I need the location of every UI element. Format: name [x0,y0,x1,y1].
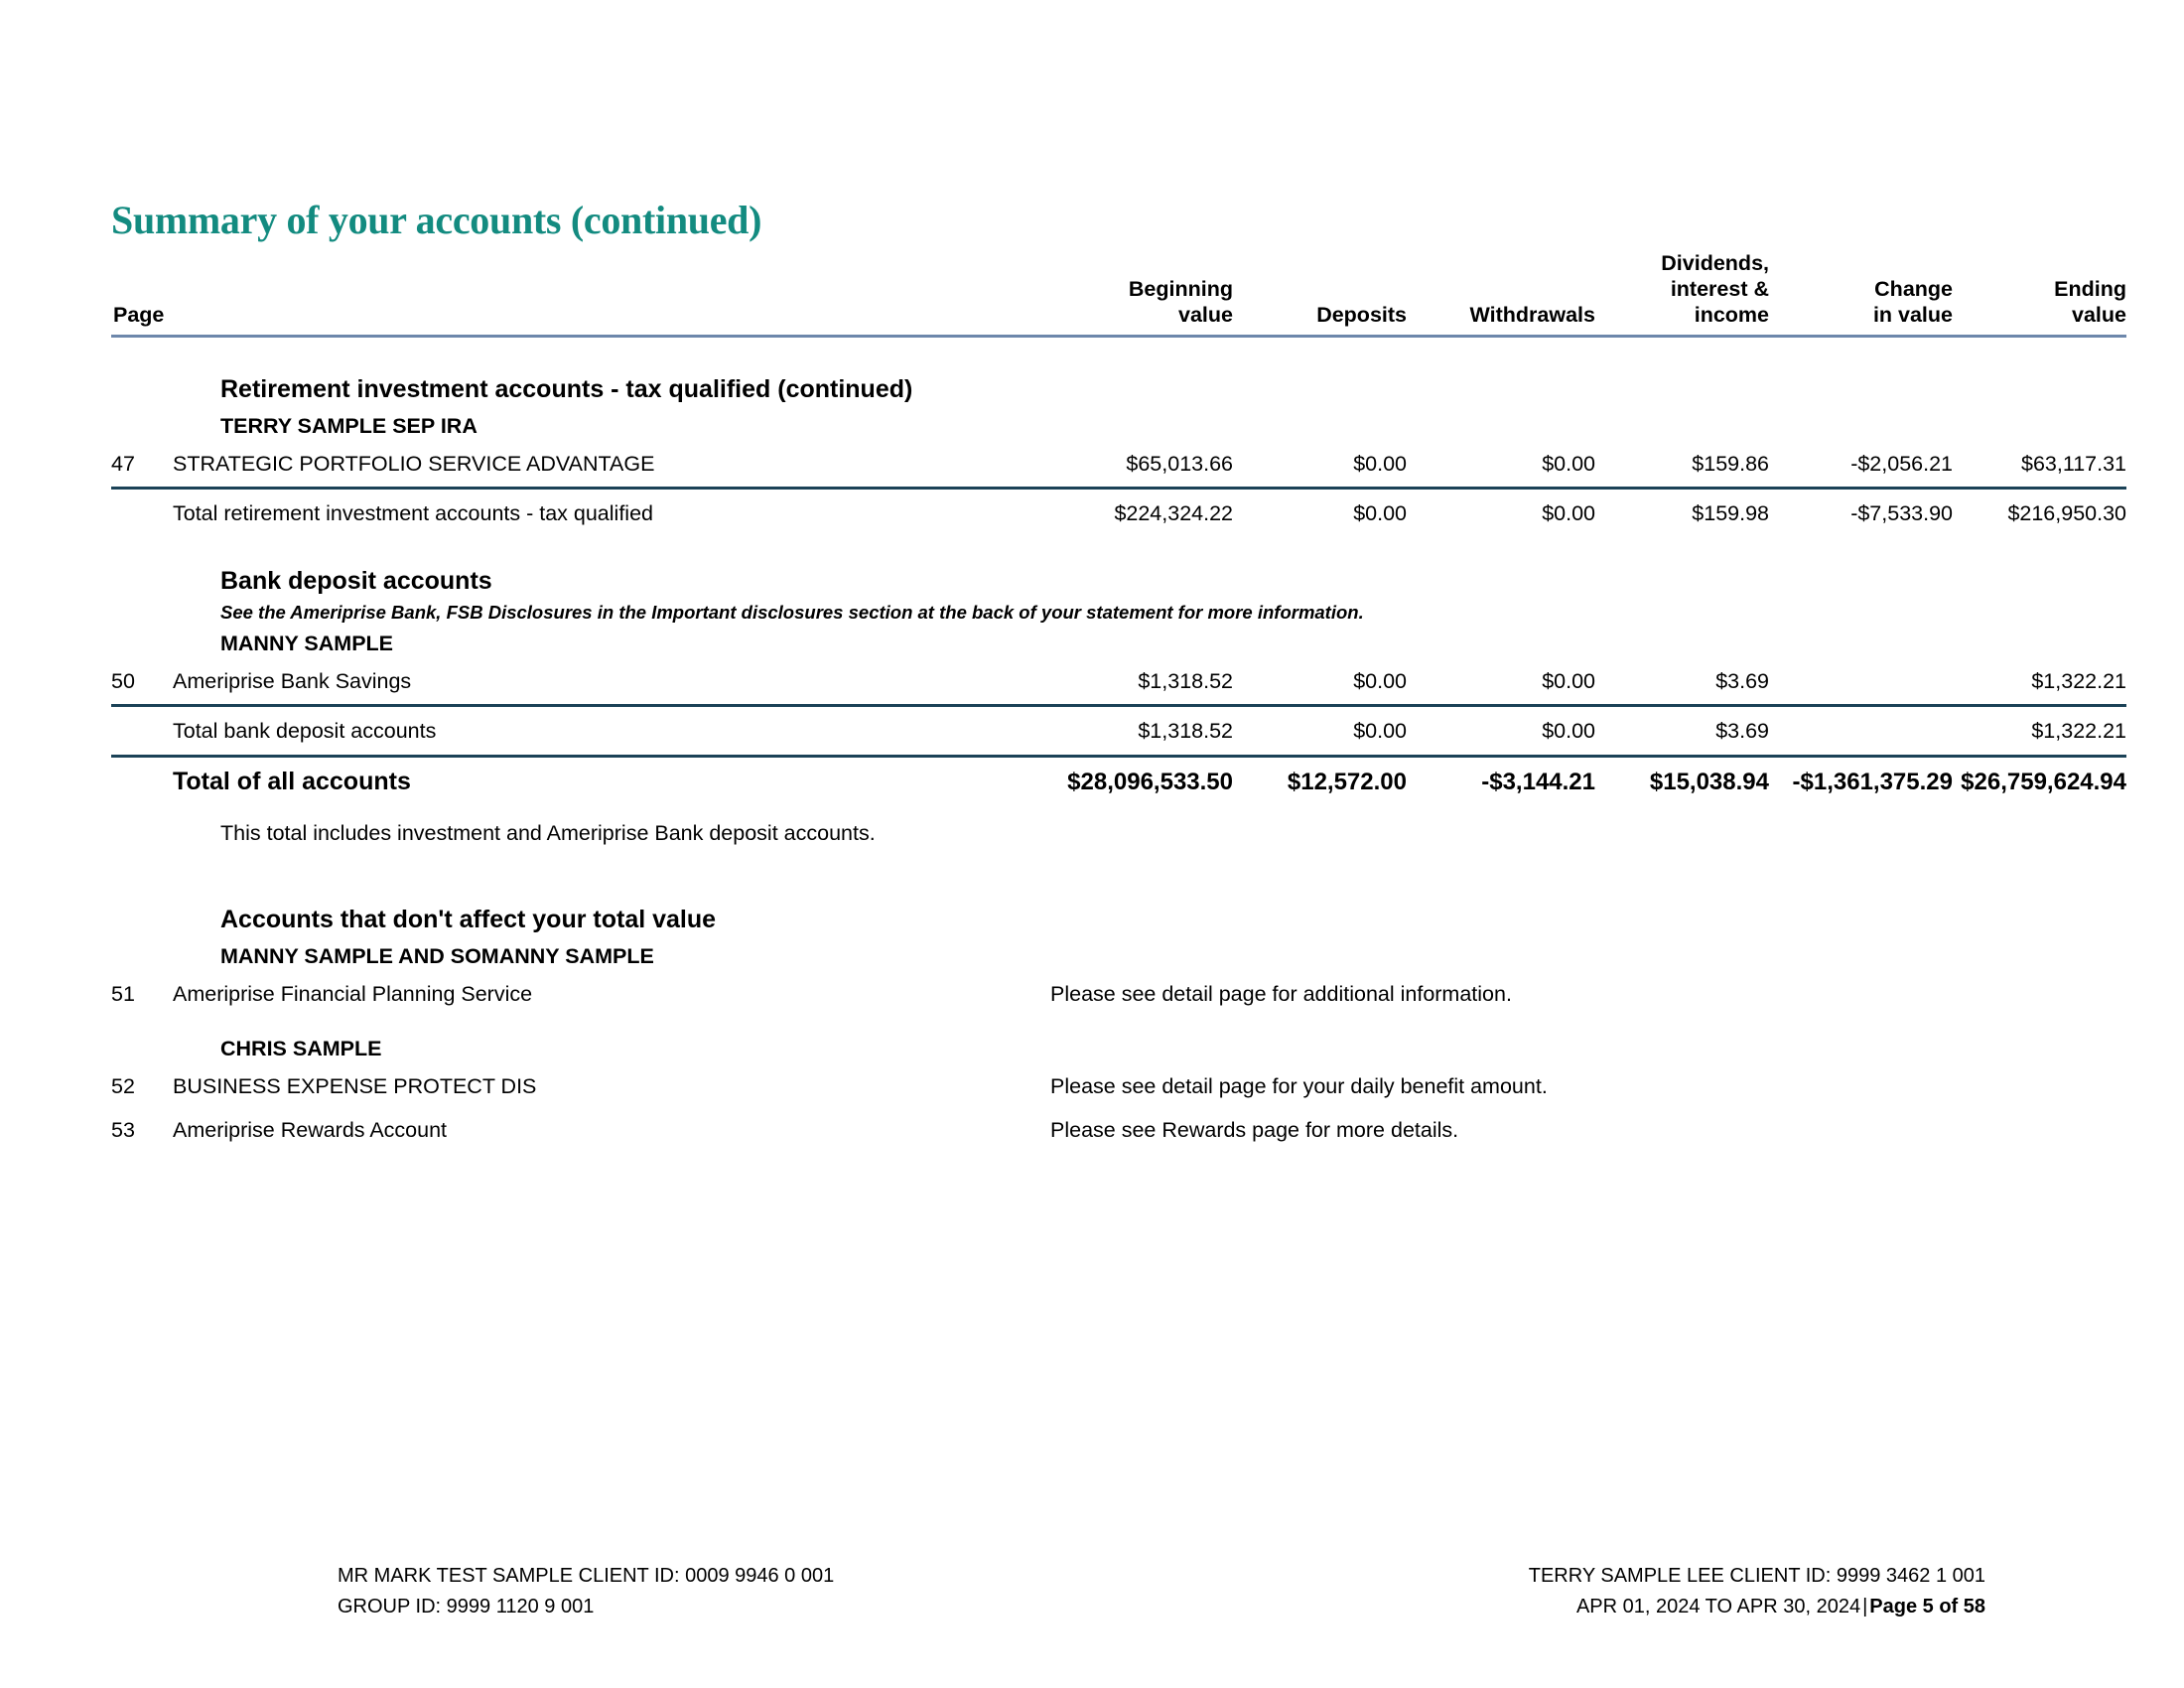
spacer [111,807,2126,821]
row-withdrawals: $0.00 [1542,452,1595,477]
owner-heading-chris-sample: CHRIS SAMPLE [220,1036,382,1060]
footer-divider: | [1862,1596,1868,1618]
table-row [111,660,2126,706]
total-change-in-value: -$7,533.90 [1769,488,1953,537]
row-detail-message: Please see detail page for additional information. [1050,982,1512,1007]
row-detail-message: Please see Rewards page for more details. [1050,1118,1459,1143]
col-header-ending-line1: Ending [2054,277,2126,302]
grand-total-change-in-value: -$1,361,375.29 [1769,756,1953,807]
footer-client-name-id: MR MARK TEST SAMPLE CLIENT ID: 0009 9946 0 001 [338,1565,835,1587]
footer-advisor-client-id: TERRY SAMPLE LEE CLIENT ID: 9999 3462 1 001 [1528,1565,1985,1587]
grand-total-dividends-interest-income: $15,038.94 [1595,756,1769,807]
grand-total-ending-value: $26,759,624.94 [1953,756,2126,807]
col-header-ending-value [1953,250,2126,336]
row-change-in-value [1769,660,1953,706]
section-heading-bank-deposit: Bank deposit accounts [220,566,492,595]
col-header-beginning-value-line2: value [1178,303,1233,328]
footer-group-id: GROUP ID: 9999 1120 9 001 [338,1596,595,1618]
row-beginning-value: $1,318.52 [1138,669,1233,694]
footer-statement-info [1529,1561,1985,1622]
footer-page-number: Page 5 of 58 [1869,1596,1985,1618]
col-header-page: Page [111,250,173,336]
section-total-row [111,488,2126,537]
footer-statement-period: APR 01, 2024 TO APR 30, 2024 [1575,1596,1861,1618]
total-change-in-value [1769,705,1953,756]
col-header-dividends-line1: Dividends, [1661,251,1769,275]
total-ending-value: $1,322.21 [1953,705,2126,756]
col-header-withdrawals: Withdrawals [1407,250,1595,336]
col-header-beginning-value [1044,250,1233,336]
total-beginning-value: $1,318.52 [1044,705,1233,756]
row-description: STRATEGIC PORTFOLIO SERVICE ADVANTAGE [173,452,655,477]
col-header-beginning-value-line1: Beginning [1128,277,1233,302]
section-heading-retirement: Retirement investment accounts - tax qualified (continued) [220,374,913,403]
spacer [111,1017,2126,1031]
total-beginning-value: $224,324.22 [1044,488,1233,537]
section-total-row [111,705,2126,756]
table-row [111,1065,2126,1109]
page-footer [0,1561,2184,1650]
section-heading-row [111,559,2126,600]
col-header-dividends-interest-income [1595,250,1769,336]
total-deposits: $0.00 [1233,705,1407,756]
grand-total-note: This total includes investment and Ameriprise Bank deposit accounts. [220,820,876,845]
section-heading-non-total-accounts: Accounts that don't affect your total value [220,905,717,933]
table-row [111,1109,2126,1153]
section-disclosure-row [111,600,2126,626]
grand-total-deposits: $12,572.00 [1233,756,1407,807]
total-withdrawals: $0.00 [1407,488,1595,537]
grand-total-note-row [111,821,2126,846]
row-detail-message: Please see detail page for your daily benefit amount. [1050,1074,1548,1099]
total-dividends-interest-income: $159.98 [1595,488,1769,537]
table-header-row [111,250,2126,336]
row-description: Ameriprise Bank Savings [173,669,412,694]
owner-heading-row [111,626,2126,660]
section-heading-row [111,898,2126,938]
row-deposits: $0.00 [1353,669,1407,694]
col-header-change-line1: Change [1874,277,1953,302]
col-header-description [173,250,1044,336]
row-change-in-value: -$2,056.21 [1850,452,1953,477]
row-withdrawals: $0.00 [1542,669,1595,694]
row-ending-value: $63,117.31 [2020,452,2126,477]
section-heading-row [111,367,2126,408]
owner-heading-row [111,938,2126,973]
row-dividends-interest-income: $3.69 [1715,669,1769,694]
col-header-dividends-line2: interest & [1670,277,1769,302]
total-withdrawals: $0.00 [1407,705,1595,756]
page-title: Summary of your accounts (continued) [111,198,762,242]
owner-heading-manny-and-somanny-sample: MANNY SAMPLE AND SOMANNY SAMPLE [220,943,654,968]
spacer [111,846,2126,898]
row-description: Ameriprise Financial Planning Service [173,982,533,1007]
table-row [111,443,2126,489]
col-header-change-in-value [1769,250,1953,336]
owner-heading-row [111,1031,2126,1065]
total-dividends-interest-income: $3.69 [1595,705,1769,756]
table-row [111,973,2126,1017]
grand-total-row [111,756,2126,807]
section-disclosure-text: See the Ameriprise Bank, FSB Disclosures in the Important disclosures section at the back of your statement for more information. [220,601,1364,623]
row-page-number[interactable]: 47 [111,452,135,477]
row-description: Ameriprise Rewards Account [173,1118,448,1143]
total-description: Total retirement investment accounts - tax qualified [173,488,1044,537]
row-page-number[interactable]: 52 [111,1074,135,1099]
owner-heading-row [111,408,2126,443]
col-header-ending-line2: value [2072,303,2126,328]
footer-period-and-page [1529,1592,1985,1622]
grand-total-beginning-value: $28,096,533.50 [1044,756,1233,807]
spacer [111,537,2126,559]
row-page-number[interactable]: 50 [111,669,135,694]
row-beginning-value: $65,013.66 [1126,452,1233,477]
row-page-number[interactable]: 51 [111,982,135,1007]
row-ending-value: $1,322.21 [2031,669,2126,694]
accounts-summary-table [111,250,2126,1153]
owner-heading-manny-sample: MANNY SAMPLE [220,631,394,655]
owner-heading-terry-sample-sep-ira: TERRY SAMPLE SEP IRA [220,413,478,438]
col-header-dividends-line3: income [1694,303,1769,328]
grand-total-withdrawals: -$3,144.21 [1407,756,1595,807]
total-description: Total bank deposit accounts [173,705,1044,756]
total-deposits: $0.00 [1233,488,1407,537]
spacer [111,336,2126,367]
grand-total-description: Total of all accounts [173,756,1044,807]
row-page-number[interactable]: 53 [111,1118,135,1143]
row-dividends-interest-income: $159.86 [1692,452,1769,477]
row-deposits: $0.00 [1353,452,1407,477]
total-ending-value: $216,950.30 [1953,488,2126,537]
row-description: BUSINESS EXPENSE PROTECT DIS [173,1074,537,1099]
footer-client-info [338,1561,834,1622]
col-header-deposits: Deposits [1233,250,1407,336]
col-header-change-line2: in value [1872,303,1953,328]
